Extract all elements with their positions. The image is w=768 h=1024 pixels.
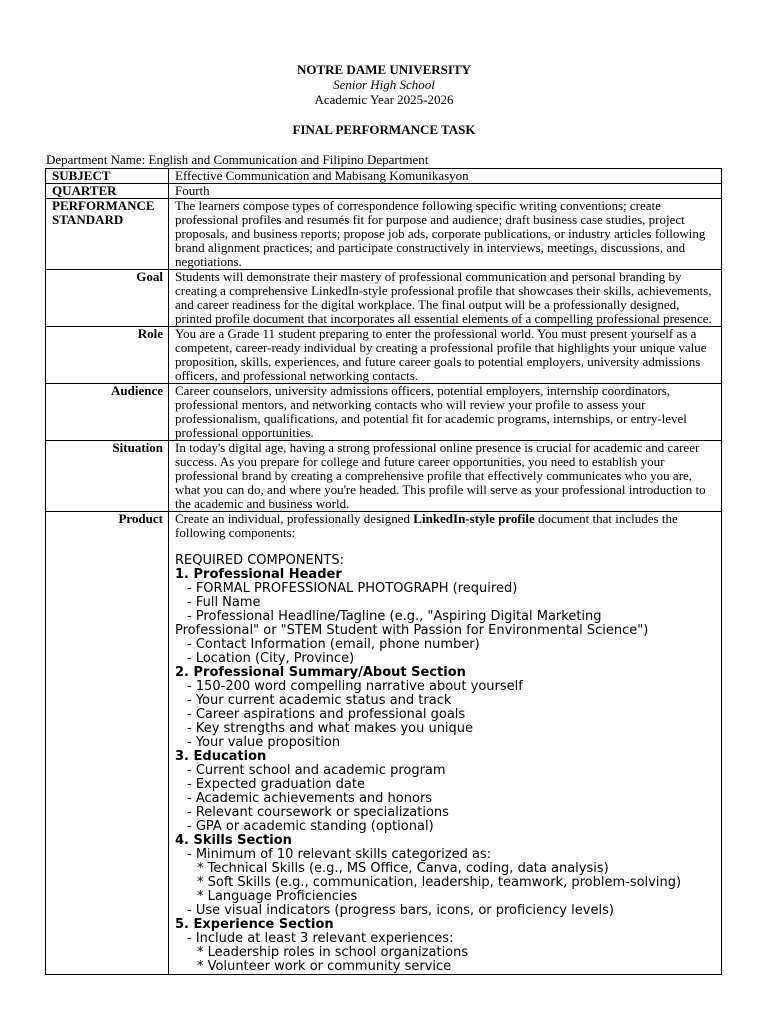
product-label: Product bbox=[46, 512, 169, 975]
required-heading: REQUIRED COMPONENTS: bbox=[175, 553, 345, 568]
row-audience bbox=[46, 384, 722, 441]
list-item: Professional" or "STEM Student with Passion for Environmental Science") bbox=[175, 623, 649, 638]
school-name: Senior High School bbox=[333, 77, 435, 92]
list-item: - 150-200 word compelling narrative about yourself bbox=[187, 679, 523, 694]
section-heading: 4. Skills Section bbox=[175, 833, 292, 848]
task-title: FINAL PERFORMANCE TASK bbox=[292, 122, 476, 137]
row-product bbox=[46, 512, 722, 975]
row-goal bbox=[46, 270, 722, 327]
list-item: - Academic achievements and honors bbox=[187, 791, 433, 806]
list-item: * Technical Skills (e.g., MS Office, Canva, coding, data analysis) bbox=[197, 861, 609, 876]
list-item: - Minimum of 10 relevant skills categorized as: bbox=[187, 847, 492, 862]
product-intro: Create an individual, professionally designed LinkedIn-style profile document that includes the following components: bbox=[175, 511, 678, 540]
list-item: - Contact Information (email, phone number) bbox=[187, 637, 480, 652]
task-table bbox=[45, 168, 722, 975]
list-item: * Volunteer work or community service bbox=[197, 959, 452, 974]
academic-year: Academic Year 2025-2026 bbox=[314, 92, 454, 107]
row-role bbox=[46, 327, 722, 384]
list-item: * Language Proficiencies bbox=[197, 889, 358, 904]
situation-label: Situation bbox=[46, 441, 169, 512]
list-item: - Professional Headline/Tagline (e.g., "Aspiring Digital Marketing bbox=[187, 609, 602, 624]
subject-value: Effective Communication and Mabisang Komunikasyon bbox=[169, 169, 722, 184]
product-value bbox=[169, 512, 722, 975]
situation-value: In today's digital age, having a strong professional online presence is crucial for academic and career success. As you prepare for college and future career opportunities, you need to establish your professional brand by creating a comprehensive profile that effectively communicates who you are, what you can do, and where you're headed. This profile will serve as your professional introduction to the academic and business world. bbox=[169, 441, 722, 512]
section-heading: 2. Professional Summary/About Section bbox=[175, 665, 466, 680]
section-heading: 5. Experience Section bbox=[175, 917, 334, 932]
list-item: - Relevant coursework or specializations bbox=[187, 805, 449, 820]
audience-value: Career counselors, university admissions officers, potential employers, internship coordinators, professional mentors, and networking contacts who will review your profile to assess your professionalism, qualifications, and potential fit for academic programs, internships, or entry-level professional opportunities. bbox=[169, 384, 722, 441]
list-item: - Your current academic status and track bbox=[187, 693, 452, 708]
list-item: - Current school and academic program bbox=[187, 763, 446, 778]
list-item: - FORMAL PROFESSIONAL PHOTOGRAPH (required) bbox=[187, 581, 518, 596]
list-item: - Your value proposition bbox=[187, 735, 341, 750]
role-value: You are a Grade 11 student preparing to enter the professional world. You must present yourself as a competent, career-ready individual by creating a professional profile that highlights your unique value proposition, skills, experiences, and future career goals to potential employers, university admissions officers, and professional networking contacts. bbox=[169, 327, 722, 384]
list-item: * Leadership roles in school organizations bbox=[197, 945, 469, 960]
section-heading: 3. Education bbox=[175, 749, 267, 764]
standard-label: PERFORMANCE STANDARD bbox=[46, 199, 169, 270]
quarter-label: QUARTER bbox=[46, 184, 169, 199]
list-item: - Location (City, Province) bbox=[187, 651, 355, 666]
goal-label: Goal bbox=[46, 270, 169, 327]
list-item: - Include at least 3 relevant experiences: bbox=[187, 931, 454, 946]
quarter-value: Fourth bbox=[169, 184, 722, 199]
audience-label: Audience bbox=[46, 384, 169, 441]
standard-value: The learners compose types of correspondence following specific writing conventions; create professional profiles and resumés fit for purpose and audience; draft business case studies, project proposals, and business reports; propose job ads, corporate publications, or industry articles following brand alignment practices; and participate constructively in interviews, meetings, discussions, and negotiations. bbox=[169, 199, 722, 270]
list-item: - Career aspirations and professional goals bbox=[187, 707, 466, 722]
list-item: - Key strengths and what makes you unique bbox=[187, 721, 474, 736]
role-label: Role bbox=[46, 327, 169, 384]
university-name: NOTRE DAME UNIVERSITY bbox=[296, 62, 472, 77]
row-standard bbox=[46, 199, 722, 270]
list-item: - Expected graduation date bbox=[187, 777, 365, 792]
row-subject bbox=[46, 169, 722, 184]
row-situation bbox=[46, 441, 722, 512]
list-item: * Soft Skills (e.g., communication, leadership, teamwork, problem-solving) bbox=[197, 875, 682, 890]
list-item: - Full Name bbox=[187, 595, 261, 610]
row-quarter bbox=[46, 184, 722, 199]
subject-label: SUBJECT bbox=[46, 169, 169, 184]
department-name: Department Name: English and Communication and Filipino Department bbox=[46, 152, 429, 167]
section-heading: 1. Professional Header bbox=[175, 567, 342, 582]
components-list bbox=[175, 554, 716, 974]
product-intro-bold: LinkedIn-style profile bbox=[413, 511, 535, 526]
list-item: - GPA or academic standing (optional) bbox=[187, 819, 434, 834]
goal-value: Students will demonstrate their mastery of professional communication and personal branding by creating a comprehensive LinkedIn-style professional profile that showcases their skills, achievements, and career readiness for the digital workplace. The final output will be a professionally designed, printed profile document that incorporates all essential elements of a compelling professional presence. bbox=[169, 270, 722, 327]
list-item: - Use visual indicators (progress bars, icons, or proficiency levels) bbox=[187, 903, 614, 918]
